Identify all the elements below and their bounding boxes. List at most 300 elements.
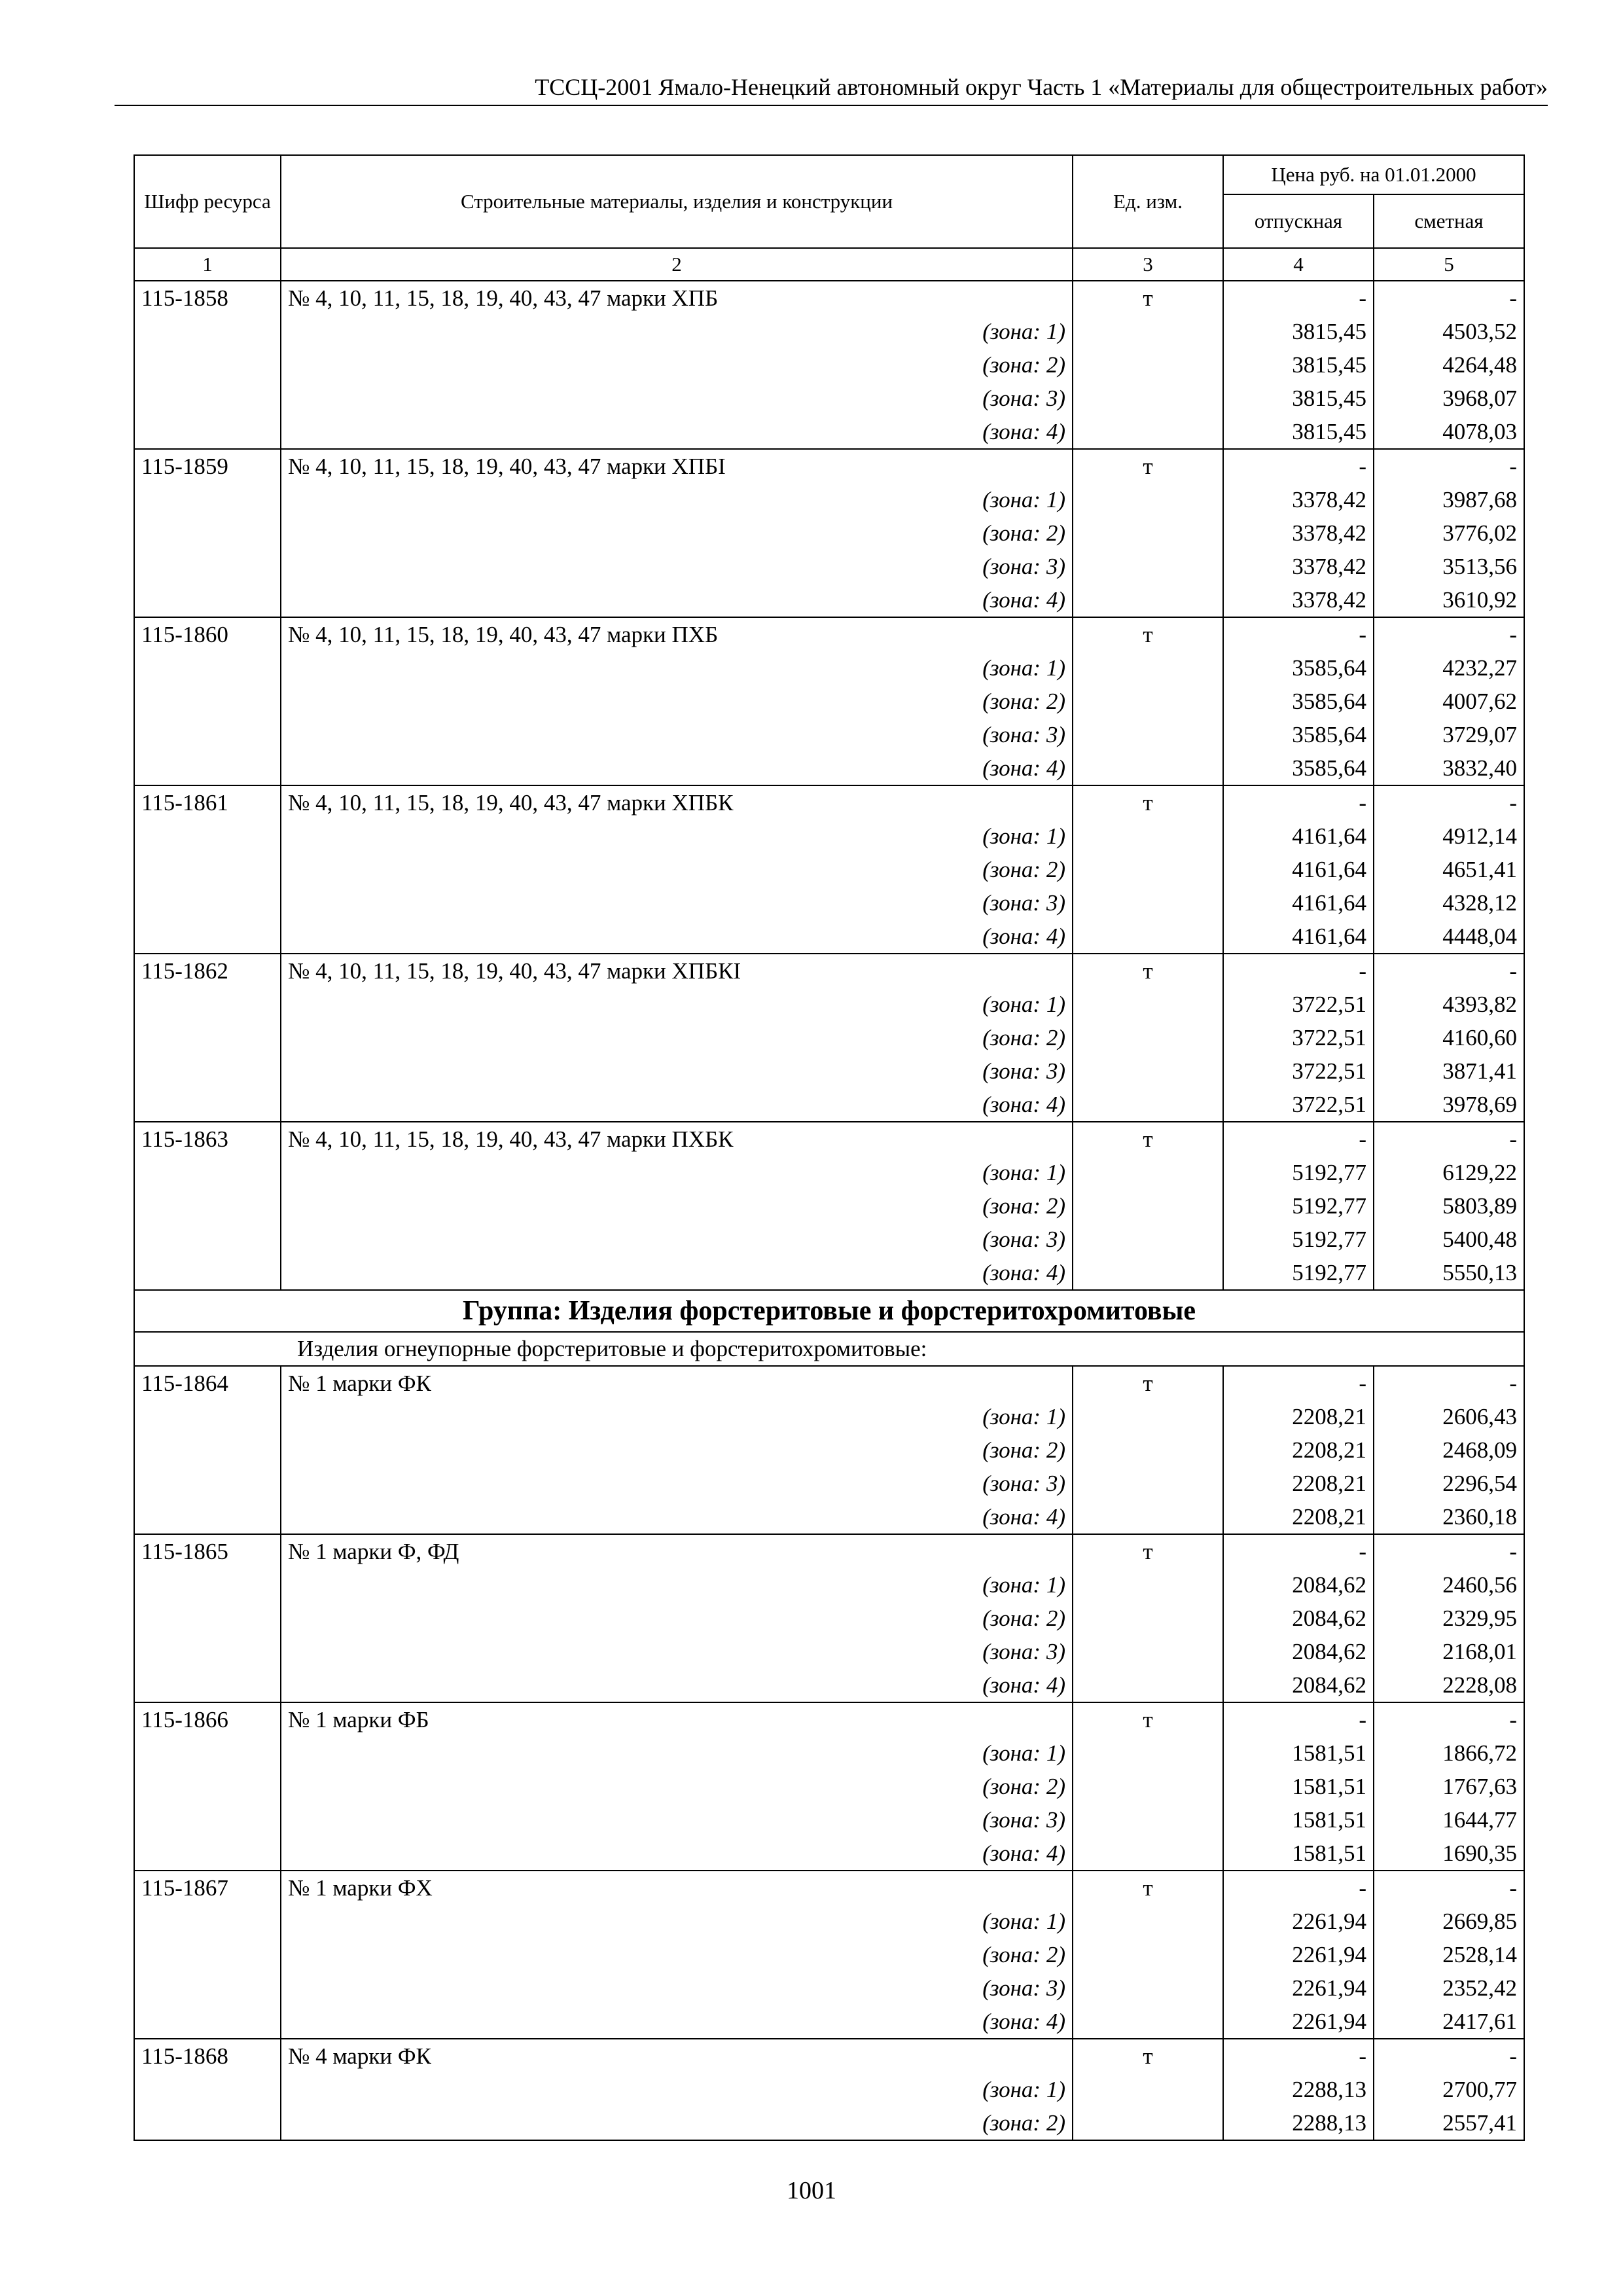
resource-code: 115-1859 [134, 449, 281, 483]
zone-code-cell [134, 1054, 281, 1088]
column-number: 1 [134, 248, 281, 281]
zone-label: (зона: 1) [281, 1736, 1073, 1770]
resource-row [134, 617, 1524, 651]
zone-code-cell [134, 819, 281, 853]
zone-release-price: 3815,45 [1223, 348, 1374, 382]
zone-unit-cell [1073, 1668, 1223, 1702]
zone-release-price: 2208,21 [1223, 1467, 1374, 1500]
zone-row [134, 1668, 1524, 1702]
running-header: ТССЦ-2001 Ямало-Ненецкий автономный округ Часть 1 «Материалы для общестроительных работ» [535, 74, 1548, 100]
release-price: - [1223, 1534, 1374, 1568]
resource-row [134, 1871, 1524, 1905]
zone-row [134, 1837, 1524, 1871]
zone-unit-cell [1073, 1189, 1223, 1223]
subheading-row [134, 1332, 1524, 1366]
zone-unit-cell [1073, 751, 1223, 785]
zone-unit-cell [1073, 886, 1223, 920]
zone-label: (зона: 3) [281, 382, 1073, 415]
resource-name: № 4, 10, 11, 15, 18, 19, 40, 43, 47 марки ХПБКI [281, 954, 1073, 988]
zone-estimate-price: 2528,14 [1374, 1938, 1524, 1971]
release-price: - [1223, 954, 1374, 988]
zone-code-cell [134, 382, 281, 415]
zone-label: (зона: 1) [281, 2073, 1073, 2106]
resource-name: № 4, 10, 11, 15, 18, 19, 40, 43, 47 марки ХПБК [281, 785, 1073, 819]
zone-label: (зона: 1) [281, 651, 1073, 685]
resource-name: № 1 марки ФК [281, 1366, 1073, 1400]
zone-estimate-price: 2168,01 [1374, 1635, 1524, 1668]
zone-label: (зона: 3) [281, 1467, 1073, 1500]
zone-release-price: 1581,51 [1223, 1803, 1374, 1837]
zone-code-cell [134, 1736, 281, 1770]
zone-release-price: 3585,64 [1223, 651, 1374, 685]
zone-release-price: 3722,51 [1223, 988, 1374, 1021]
zone-unit-cell [1073, 685, 1223, 718]
zone-unit-cell [1073, 348, 1223, 382]
estimate-price: - [1374, 449, 1524, 483]
group-heading: Группа: Изделия форстеритовые и форстеритохромитовые [134, 1290, 1524, 1332]
zone-release-price: 3585,64 [1223, 751, 1374, 785]
release-price: - [1223, 281, 1374, 315]
resource-unit: т [1073, 954, 1223, 988]
zone-estimate-price: 3513,56 [1374, 550, 1524, 583]
zone-unit-cell [1073, 2106, 1223, 2140]
zone-row [134, 886, 1524, 920]
zone-label: (зона: 1) [281, 819, 1073, 853]
zone-estimate-price: 2228,08 [1374, 1668, 1524, 1702]
zone-row [134, 348, 1524, 382]
resource-code: 115-1862 [134, 954, 281, 988]
zone-estimate-price: 3729,07 [1374, 718, 1524, 751]
estimate-price: - [1374, 785, 1524, 819]
zone-release-price: 2261,94 [1223, 2005, 1374, 2039]
zone-release-price: 2208,21 [1223, 1400, 1374, 1433]
zone-code-cell [134, 348, 281, 382]
zone-estimate-price: 3871,41 [1374, 1054, 1524, 1088]
zone-code-cell [134, 920, 281, 954]
zone-release-price: 5192,77 [1223, 1189, 1374, 1223]
zone-estimate-price: 5400,48 [1374, 1223, 1524, 1256]
zone-code-cell [134, 1156, 281, 1189]
zone-estimate-price: 2329,95 [1374, 1602, 1524, 1635]
resource-unit: т [1073, 2039, 1223, 2073]
zone-row [134, 1054, 1524, 1088]
zone-label: (зона: 1) [281, 1400, 1073, 1433]
zone-unit-cell [1073, 1223, 1223, 1256]
resource-row [134, 281, 1524, 315]
resource-row [134, 2039, 1524, 2073]
zone-row [134, 1189, 1524, 1223]
zone-label: (зона: 4) [281, 751, 1073, 785]
zone-row [134, 1500, 1524, 1534]
resource-unit: т [1073, 1871, 1223, 1905]
zone-label: (зона: 3) [281, 1971, 1073, 2005]
resource-unit: т [1073, 449, 1223, 483]
zone-release-price: 2084,62 [1223, 1668, 1374, 1702]
zone-unit-cell [1073, 382, 1223, 415]
resource-name: № 1 марки Ф, ФД [281, 1534, 1073, 1568]
zone-row [134, 2106, 1524, 2140]
zone-code-cell [134, 651, 281, 685]
zone-estimate-price: 3610,92 [1374, 583, 1524, 617]
zone-release-price: 2084,62 [1223, 1602, 1374, 1635]
resource-code: 115-1860 [134, 617, 281, 651]
zone-release-price: 5192,77 [1223, 1256, 1374, 1290]
zone-estimate-price: 2296,54 [1374, 1467, 1524, 1500]
zone-code-cell [134, 718, 281, 751]
zone-code-cell [134, 853, 281, 886]
zone-estimate-price: 3832,40 [1374, 751, 1524, 785]
zone-code-cell [134, 1837, 281, 1871]
zone-release-price: 3815,45 [1223, 315, 1374, 348]
zone-estimate-price: 1690,35 [1374, 1837, 1524, 1871]
zone-code-cell [134, 1803, 281, 1837]
zone-row [134, 382, 1524, 415]
release-price: - [1223, 1871, 1374, 1905]
header-rule [115, 105, 1548, 106]
subheading: Изделия огнеупорные форстеритовые и форстеритохромитовые: [134, 1332, 1524, 1366]
column-number: 4 [1223, 248, 1374, 281]
zone-estimate-price: 2360,18 [1374, 1500, 1524, 1534]
zone-row [134, 1467, 1524, 1500]
zone-estimate-price: 1767,63 [1374, 1770, 1524, 1803]
zone-code-cell [134, 315, 281, 348]
zone-code-cell [134, 1668, 281, 1702]
group-heading-row [134, 1290, 1524, 1332]
zone-unit-cell [1073, 1088, 1223, 1122]
resource-row [134, 785, 1524, 819]
zone-unit-cell [1073, 415, 1223, 449]
zone-release-price: 2288,13 [1223, 2106, 1374, 2140]
zone-unit-cell [1073, 1500, 1223, 1534]
zone-label: (зона: 3) [281, 1054, 1073, 1088]
resource-code: 115-1868 [134, 2039, 281, 2073]
resource-code: 115-1858 [134, 281, 281, 315]
resource-code: 115-1866 [134, 1702, 281, 1736]
resource-code: 115-1861 [134, 785, 281, 819]
zone-label: (зона: 1) [281, 988, 1073, 1021]
zone-release-price: 3378,42 [1223, 550, 1374, 583]
release-price: - [1223, 1122, 1374, 1156]
estimate-price: - [1374, 1534, 1524, 1568]
zone-unit-cell [1073, 1736, 1223, 1770]
column-number: 2 [281, 248, 1073, 281]
zone-label: (зона: 1) [281, 1156, 1073, 1189]
column-number: 5 [1374, 248, 1524, 281]
resource-name: № 4 марки ФК [281, 2039, 1073, 2073]
zone-code-cell [134, 1500, 281, 1534]
zone-row [134, 1021, 1524, 1054]
resource-unit: т [1073, 1366, 1223, 1400]
resource-code: 115-1864 [134, 1366, 281, 1400]
zone-label: (зона: 3) [281, 718, 1073, 751]
zone-estimate-price: 4912,14 [1374, 819, 1524, 853]
column-header-code: Шифр ресурса [134, 155, 281, 248]
zone-release-price: 4161,64 [1223, 920, 1374, 954]
zone-label: (зона: 2) [281, 516, 1073, 550]
zone-release-price: 3722,51 [1223, 1054, 1374, 1088]
resource-row [134, 1702, 1524, 1736]
zone-code-cell [134, 583, 281, 617]
resource-name: № 4, 10, 11, 15, 18, 19, 40, 43, 47 марки ХПБI [281, 449, 1073, 483]
release-price: - [1223, 617, 1374, 651]
zone-label: (зона: 1) [281, 483, 1073, 516]
zone-row [134, 1433, 1524, 1467]
zone-release-price: 5192,77 [1223, 1156, 1374, 1189]
zone-code-cell [134, 1602, 281, 1635]
zone-code-cell [134, 1400, 281, 1433]
zone-code-cell [134, 2073, 281, 2106]
zone-unit-cell [1073, 1602, 1223, 1635]
zone-row [134, 920, 1524, 954]
zone-unit-cell [1073, 651, 1223, 685]
zone-release-price: 2084,62 [1223, 1568, 1374, 1602]
estimate-price: - [1374, 1122, 1524, 1156]
zone-label: (зона: 2) [281, 685, 1073, 718]
zone-label: (зона: 4) [281, 1668, 1073, 1702]
zone-unit-cell [1073, 920, 1223, 954]
zone-row [134, 1635, 1524, 1668]
zone-release-price: 2288,13 [1223, 2073, 1374, 2106]
resource-row [134, 1366, 1524, 1400]
resource-unit: т [1073, 281, 1223, 315]
resource-unit: т [1073, 1534, 1223, 1568]
zone-label: (зона: 4) [281, 1500, 1073, 1534]
zone-unit-cell [1073, 718, 1223, 751]
resource-code: 115-1863 [134, 1122, 281, 1156]
zone-label: (зона: 2) [281, 2106, 1073, 2140]
column-header-price-group: Цена руб. на 01.01.2000 [1223, 155, 1524, 194]
zone-row [134, 483, 1524, 516]
zone-row [134, 718, 1524, 751]
resource-name: № 1 марки ФХ [281, 1871, 1073, 1905]
zone-code-cell [134, 1021, 281, 1054]
resource-code: 115-1865 [134, 1534, 281, 1568]
zone-release-price: 2261,94 [1223, 1971, 1374, 2005]
zone-code-cell [134, 751, 281, 785]
zone-row [134, 1938, 1524, 1971]
release-price: - [1223, 1702, 1374, 1736]
zone-label: (зона: 4) [281, 1256, 1073, 1290]
zone-code-cell [134, 1938, 281, 1971]
zone-label: (зона: 1) [281, 1905, 1073, 1938]
zone-label: (зона: 3) [281, 886, 1073, 920]
zone-unit-cell [1073, 1905, 1223, 1938]
estimate-price: - [1374, 281, 1524, 315]
zone-release-price: 3585,64 [1223, 685, 1374, 718]
resource-row [134, 1534, 1524, 1568]
resource-unit: т [1073, 1122, 1223, 1156]
zone-label: (зона: 4) [281, 583, 1073, 617]
zone-label: (зона: 2) [281, 1770, 1073, 1803]
zone-label: (зона: 3) [281, 550, 1073, 583]
estimate-price: - [1374, 1871, 1524, 1905]
zone-estimate-price: 5803,89 [1374, 1189, 1524, 1223]
zone-estimate-price: 6129,22 [1374, 1156, 1524, 1189]
zone-estimate-price: 3968,07 [1374, 382, 1524, 415]
zone-code-cell [134, 988, 281, 1021]
zone-label: (зона: 1) [281, 315, 1073, 348]
zone-code-cell [134, 886, 281, 920]
zone-estimate-price: 4160,60 [1374, 1021, 1524, 1054]
zone-code-cell [134, 1635, 281, 1668]
zone-estimate-price: 3776,02 [1374, 516, 1524, 550]
column-header-name: Строительные материалы, изделия и конструкции [281, 155, 1073, 248]
zone-release-price: 2261,94 [1223, 1905, 1374, 1938]
zone-unit-cell [1073, 1635, 1223, 1668]
zone-unit-cell [1073, 1256, 1223, 1290]
zone-row [134, 651, 1524, 685]
zone-row [134, 1568, 1524, 1602]
zone-unit-cell [1073, 1568, 1223, 1602]
estimate-price: - [1374, 617, 1524, 651]
zone-release-price: 3815,45 [1223, 415, 1374, 449]
zone-estimate-price: 2352,42 [1374, 1971, 1524, 2005]
zone-row [134, 415, 1524, 449]
resource-name: № 4, 10, 11, 15, 18, 19, 40, 43, 47 марки ХПБ [281, 281, 1073, 315]
zone-code-cell [134, 685, 281, 718]
zone-label: (зона: 1) [281, 1568, 1073, 1602]
zone-unit-cell [1073, 1433, 1223, 1467]
zone-unit-cell [1073, 1156, 1223, 1189]
resource-row [134, 954, 1524, 988]
zone-row [134, 2073, 1524, 2106]
zone-release-price: 2208,21 [1223, 1433, 1374, 1467]
zone-label: (зона: 2) [281, 348, 1073, 382]
zone-row [134, 988, 1524, 1021]
zone-code-cell [134, 1905, 281, 1938]
zone-unit-cell [1073, 583, 1223, 617]
zone-code-cell [134, 1467, 281, 1500]
zone-unit-cell [1073, 516, 1223, 550]
zone-unit-cell [1073, 1054, 1223, 1088]
zone-code-cell [134, 550, 281, 583]
zone-code-cell [134, 1088, 281, 1122]
zone-estimate-price: 5550,13 [1374, 1256, 1524, 1290]
zone-row [134, 685, 1524, 718]
zone-unit-cell [1073, 483, 1223, 516]
zone-row [134, 583, 1524, 617]
zone-code-cell [134, 2106, 281, 2140]
zone-label: (зона: 2) [281, 1938, 1073, 1971]
zone-release-price: 3585,64 [1223, 718, 1374, 751]
zone-code-cell [134, 2005, 281, 2039]
zone-row [134, 550, 1524, 583]
zone-release-price: 1581,51 [1223, 1736, 1374, 1770]
zone-row [134, 1223, 1524, 1256]
zone-release-price: 3378,42 [1223, 516, 1374, 550]
zone-code-cell [134, 1568, 281, 1602]
zone-estimate-price: 4393,82 [1374, 988, 1524, 1021]
zone-row [134, 2005, 1524, 2039]
resource-row [134, 449, 1524, 483]
zone-row [134, 1803, 1524, 1837]
zone-release-price: 2208,21 [1223, 1500, 1374, 1534]
page-number: 1001 [787, 2177, 836, 2204]
zone-label: (зона: 3) [281, 1223, 1073, 1256]
zone-row [134, 315, 1524, 348]
release-price: - [1223, 785, 1374, 819]
estimate-price: - [1374, 954, 1524, 988]
zone-release-price: 2261,94 [1223, 1938, 1374, 1971]
zone-unit-cell [1073, 315, 1223, 348]
zone-row [134, 516, 1524, 550]
resource-row [134, 1122, 1524, 1156]
column-header-estimate: сметная [1374, 194, 1524, 248]
zone-unit-cell [1073, 1837, 1223, 1871]
zone-estimate-price: 1866,72 [1374, 1736, 1524, 1770]
zone-row [134, 751, 1524, 785]
zone-unit-cell [1073, 819, 1223, 853]
zone-estimate-price: 2700,77 [1374, 2073, 1524, 2106]
zone-estimate-price: 2606,43 [1374, 1400, 1524, 1433]
zone-release-price: 1581,51 [1223, 1770, 1374, 1803]
zone-estimate-price: 4448,04 [1374, 920, 1524, 954]
zone-release-price: 3378,42 [1223, 483, 1374, 516]
zone-row [134, 1400, 1524, 1433]
resource-unit: т [1073, 785, 1223, 819]
zone-estimate-price: 4232,27 [1374, 651, 1524, 685]
zone-release-price: 2084,62 [1223, 1635, 1374, 1668]
zone-row [134, 1971, 1524, 2005]
zone-release-price: 3378,42 [1223, 583, 1374, 617]
release-price: - [1223, 2039, 1374, 2073]
zone-estimate-price: 2669,85 [1374, 1905, 1524, 1938]
zone-estimate-price: 2468,09 [1374, 1433, 1524, 1467]
estimate-price: - [1374, 1702, 1524, 1736]
zone-estimate-price: 4007,62 [1374, 685, 1524, 718]
resource-name: № 4, 10, 11, 15, 18, 19, 40, 43, 47 марки ПХБК [281, 1122, 1073, 1156]
zone-row [134, 1905, 1524, 1938]
zone-estimate-price: 4503,52 [1374, 315, 1524, 348]
zone-release-price: 4161,64 [1223, 886, 1374, 920]
zone-label: (зона: 3) [281, 1635, 1073, 1668]
zone-unit-cell [1073, 1467, 1223, 1500]
zone-label: (зона: 4) [281, 920, 1073, 954]
zone-label: (зона: 4) [281, 415, 1073, 449]
zone-release-price: 3722,51 [1223, 1021, 1374, 1054]
resource-code: 115-1867 [134, 1871, 281, 1905]
zone-label: (зона: 2) [281, 853, 1073, 886]
zone-code-cell [134, 1223, 281, 1256]
zone-unit-cell [1073, 1938, 1223, 1971]
estimate-price: - [1374, 1366, 1524, 1400]
zone-unit-cell [1073, 2073, 1223, 2106]
column-header-unit: Ед. изм. [1073, 155, 1223, 248]
zone-unit-cell [1073, 1400, 1223, 1433]
estimate-price: - [1374, 2039, 1524, 2073]
column-number: 3 [1073, 248, 1223, 281]
resource-name: № 4, 10, 11, 15, 18, 19, 40, 43, 47 марки ПХБ [281, 617, 1073, 651]
zone-code-cell [134, 483, 281, 516]
zone-label: (зона: 2) [281, 1433, 1073, 1467]
zone-estimate-price: 4264,48 [1374, 348, 1524, 382]
zone-label: (зона: 2) [281, 1602, 1073, 1635]
zone-row [134, 853, 1524, 886]
zone-row [134, 819, 1524, 853]
zone-label: (зона: 3) [281, 1803, 1073, 1837]
zone-estimate-price: 2460,56 [1374, 1568, 1524, 1602]
zone-estimate-price: 2557,41 [1374, 2106, 1524, 2140]
zone-row [134, 1770, 1524, 1803]
zone-label: (зона: 2) [281, 1021, 1073, 1054]
zone-estimate-price: 1644,77 [1374, 1803, 1524, 1837]
zone-code-cell [134, 1971, 281, 2005]
zone-release-price: 3815,45 [1223, 382, 1374, 415]
resource-unit: т [1073, 617, 1223, 651]
zone-unit-cell [1073, 1021, 1223, 1054]
zone-unit-cell [1073, 988, 1223, 1021]
zone-unit-cell [1073, 1971, 1223, 2005]
